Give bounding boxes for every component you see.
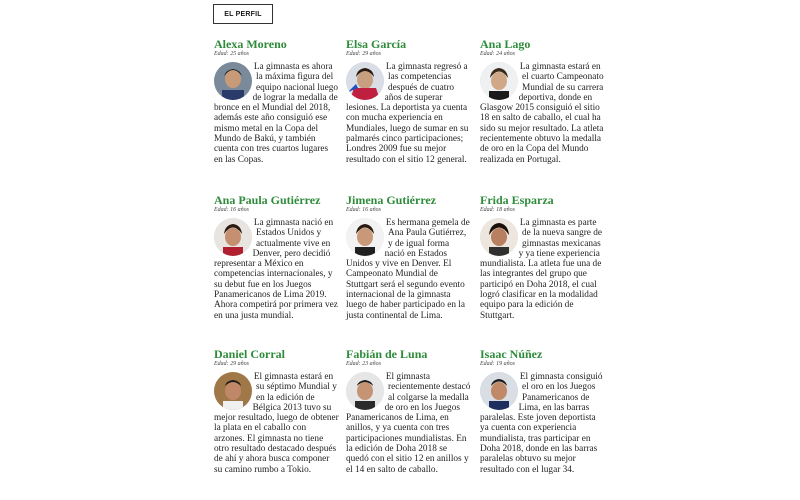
athlete-bio: La gimnasta regresó a las competencias después de cuatro años de superar lesiones. La deportista ya cuenta con mucha experiencia en Mundiales, luego de sumar en su palmarés cinco participaciones; Londres 2009 fue su mejor resultado con el sitio 12 general. [346, 62, 469, 165]
athlete-photo [214, 62, 252, 100]
athlete-age: Edad: 19 años [480, 361, 515, 367]
profile-card [480, 348, 605, 475]
profile-card [480, 38, 605, 165]
athlete-age: Edad: 18 años [480, 207, 515, 213]
profile-card [214, 194, 339, 321]
athlete-age: Edad: 16 años [214, 207, 249, 213]
athlete-bio: La gimnasta es parte de la nueva sangre de gimnastas mexicanas y ya tiene experiencia mundialista. La atleta fue una de las integrantes del grupo que participó en Doha 2018, el cual logró clasificar en la modalidad equipo para la edición de Stuttgart. [480, 218, 603, 321]
athlete-photo [480, 218, 518, 256]
athlete-photo [214, 218, 252, 256]
profile-card [480, 194, 605, 321]
athlete-age: Edad: 16 años [346, 207, 381, 213]
athlete-name: Frida Esparza [480, 193, 554, 207]
athlete-bio: Es hermana gemela de Ana Paula Gutiérrez, y de igual forma nació en Estados Unidos y vive en Denver. El Campeonato Mundial de Stuttgart será el segundo evento internacional de la gimnasta luego de haber participado en la justa continental de Lima. [346, 218, 470, 321]
athlete-name: Ana Paula Gutiérrez [214, 193, 321, 207]
athlete-photo [214, 372, 252, 410]
athlete-photo [480, 372, 518, 410]
athlete-age: Edad: 25 años [214, 51, 249, 57]
athlete-name: Ana Lago [480, 37, 531, 51]
athlete-name: Fabián de Luna [346, 347, 428, 361]
section-label: EL PERFIL [213, 4, 273, 24]
athlete-bio: El gimnasta consiguió el oro en los Juegos Panamericanos de Lima, en las barras paralelas. Este joven deportista ya cuenta con experiencia mundialista, tras participar en Doha 2018, donde en las barras paralelas obtuvo su mejor resultado con el lugar 34. [480, 372, 603, 475]
athlete-photo [346, 62, 384, 100]
athlete-age: Edad: 29 años [346, 51, 381, 57]
athlete-age: Edad: 24 años [480, 51, 515, 57]
athlete-name: Isaac Núñez [480, 347, 543, 361]
profile-card [214, 38, 339, 165]
athlete-name: Jimena Gutiérrez [346, 193, 437, 207]
athlete-bio: El gimnasta estará en su séptimo Mundial y en la edición de Bélgica 2013 tuvo su mejor resultado, luego de obtener la plata en el caballo con arzones. El gimnasta no tiene otro resultado destacado después de ahí y ahora busca componer su camino rumbo a Tokio. [214, 372, 339, 475]
athlete-photo [346, 218, 384, 256]
athlete-age: Edad: 29 años [214, 361, 249, 367]
athlete-bio: La gimnasta estará en el cuarto Campeonato Mundial de su carrera deportiva, donde en Glasgow 2015 consiguió el sitio 18 en salto de caballo, el cual ha sido su mejor resultado. La atleta recientemente obtuvo la medalla de oro en la Copa del Mundo realizada en Portugal. [480, 62, 604, 165]
athlete-bio: La gimnasta nació en Estados Unidos y actualmente vive en Denver, pero decidió representar a México en competencias internacionales, y su debut fue en los Juegos Panamericanos de Lima 2019. Ahora competirá por primera vez en una justa mundial. [214, 218, 338, 321]
athlete-age: Edad: 23 años [346, 361, 381, 367]
profile-card [346, 348, 471, 475]
athlete-name: Daniel Corral [214, 347, 285, 361]
profile-card [214, 348, 339, 475]
profile-card [346, 194, 471, 321]
athlete-bio: El gimnasta recientemente destacó al colgarse la medalla de oro en los Juegos Panamericanos de Lima, en anillos, y ya cuenta con tres participaciones mundialistas. En la edición de Doha 2018 se quedó con el sitio 12 en anillos y el 14 en salto de caballo. [346, 372, 471, 475]
athlete-photo [346, 372, 384, 410]
profile-card [346, 38, 471, 165]
athlete-name: Alexa Moreno [214, 37, 287, 51]
athlete-bio: La gimnasta es ahora la máxima figura del equipo nacional luego de lograr la medalla de bronce en el Mundial del 2018, además este año consiguió ese mismo metal en la Copa del Mundo de Bakú, y también cuenta con tres cuartos lugares en las Copas. [214, 62, 339, 165]
athlete-photo [480, 62, 518, 100]
athlete-name: Elsa García [346, 37, 407, 51]
